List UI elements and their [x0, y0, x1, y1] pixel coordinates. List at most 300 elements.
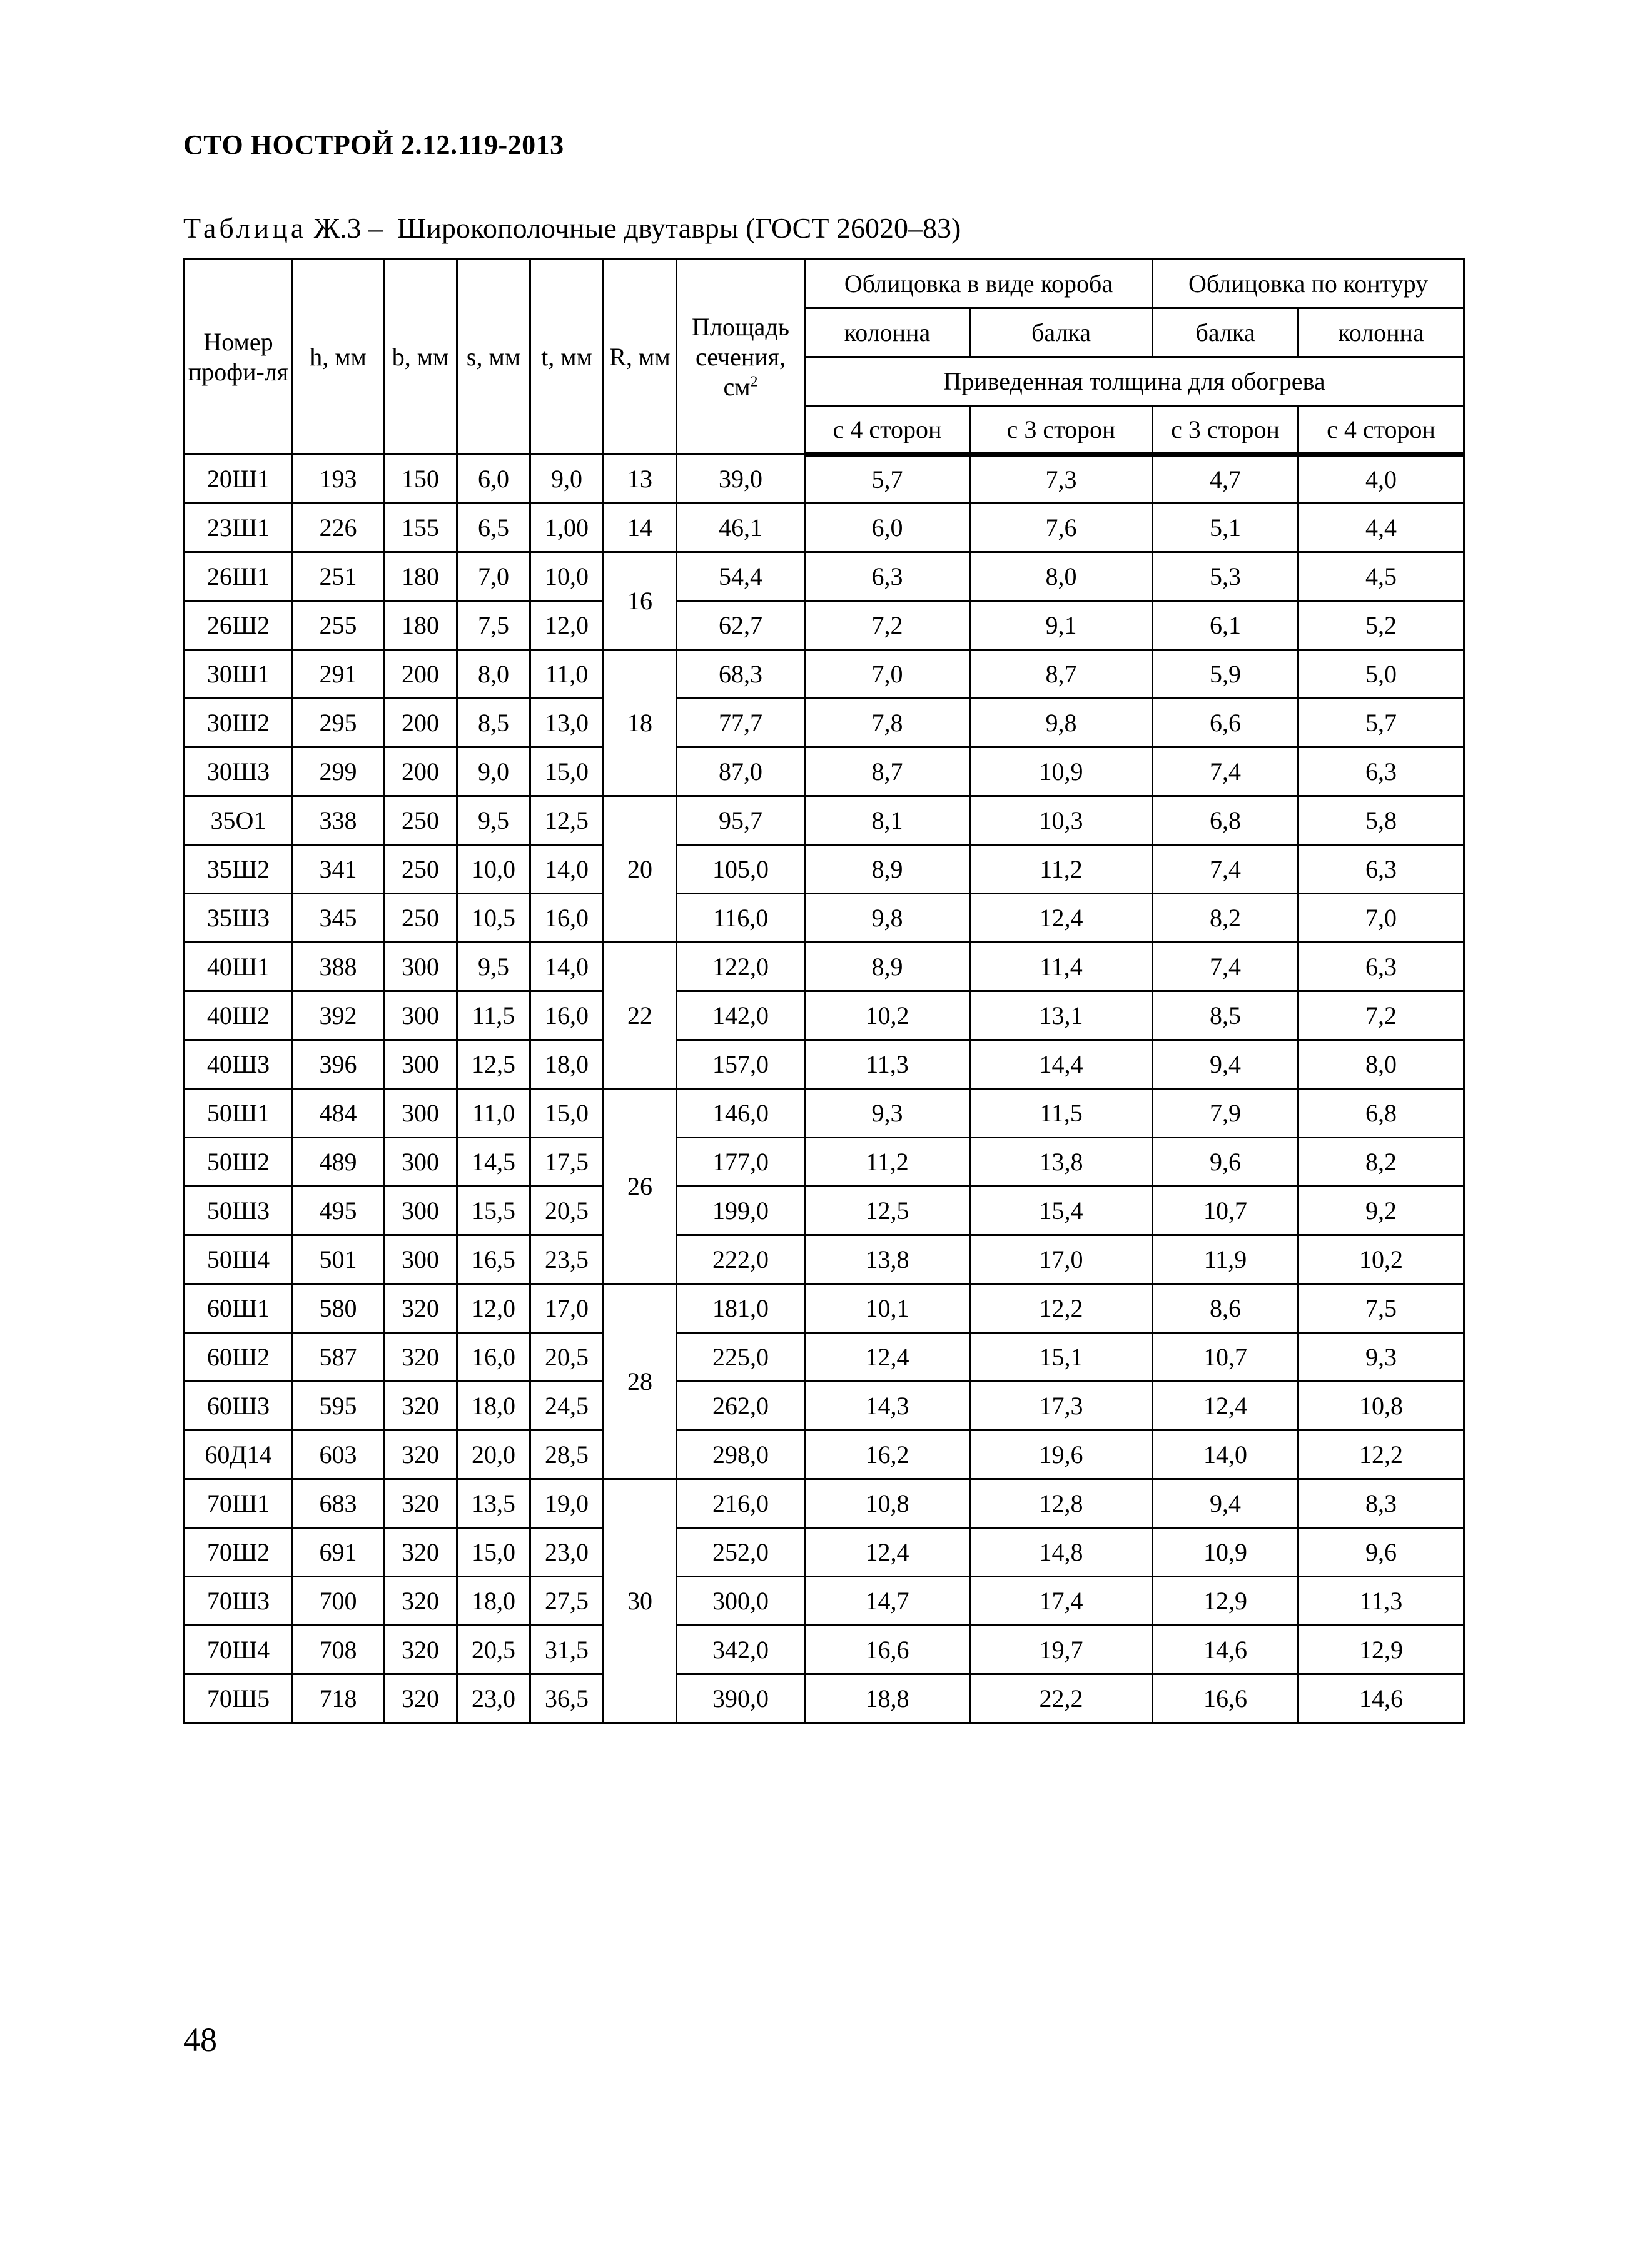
cell-c2: 7,6: [970, 504, 1153, 552]
cell-t: 11,0: [530, 650, 604, 699]
cell-s: 9,5: [457, 943, 530, 991]
cell-c2: 11,4: [970, 943, 1153, 991]
cell-s: 12,0: [457, 1284, 530, 1333]
cell-area: 95,7: [677, 796, 805, 845]
table-row: [185, 1577, 1464, 1626]
header-beam-2: балка: [1153, 308, 1298, 357]
cell-s: 6,5: [457, 504, 530, 552]
cell-t: 14,0: [530, 943, 604, 991]
cell-b: 180: [384, 601, 457, 650]
profiles-table: [183, 258, 1465, 1724]
cell-c1: 10,1: [805, 1284, 970, 1333]
cell-h: 193: [293, 455, 384, 504]
cell-h: 708: [293, 1626, 384, 1674]
cell-s: 11,0: [457, 1089, 530, 1138]
cell-b: 320: [384, 1382, 457, 1430]
cell-b: 180: [384, 552, 457, 601]
cell-h: 595: [293, 1382, 384, 1430]
cell-c1: 14,3: [805, 1382, 970, 1430]
cell-c4: 12,9: [1298, 1626, 1464, 1674]
table-row: [185, 894, 1464, 943]
cell-s: 13,5: [457, 1479, 530, 1528]
table-row: [185, 1528, 1464, 1577]
cell-c2: 11,2: [970, 845, 1153, 894]
cell-c2: 10,3: [970, 796, 1153, 845]
table-row: [185, 601, 1464, 650]
cell-c2: 11,5: [970, 1089, 1153, 1138]
cell-profile: 50Ш4: [185, 1235, 293, 1284]
cell-h: 251: [293, 552, 384, 601]
cell-s: 16,5: [457, 1235, 530, 1284]
table-row: [185, 1187, 1464, 1235]
cell-t: 20,5: [530, 1333, 604, 1382]
cell-t: 20,5: [530, 1187, 604, 1235]
cell-c3: 11,9: [1153, 1235, 1298, 1284]
cell-b: 250: [384, 796, 457, 845]
cell-t: 14,0: [530, 845, 604, 894]
cell-c3: 14,6: [1153, 1626, 1298, 1674]
cell-s: 20,0: [457, 1430, 530, 1479]
cell-t: 16,0: [530, 894, 604, 943]
header-group-box: Облицовка в виде короба: [805, 260, 1153, 308]
cell-c2: 13,8: [970, 1138, 1153, 1187]
cell-t: 12,5: [530, 796, 604, 845]
cell-c4: 5,2: [1298, 601, 1464, 650]
cell-t: 36,5: [530, 1674, 604, 1723]
cell-c3: 12,4: [1153, 1382, 1298, 1430]
cell-h: 255: [293, 601, 384, 650]
cell-c1: 8,9: [805, 845, 970, 894]
cell-h: 718: [293, 1674, 384, 1723]
cell-s: 16,0: [457, 1333, 530, 1382]
cell-b: 320: [384, 1674, 457, 1723]
table-row: [185, 1333, 1464, 1382]
cell-b: 300: [384, 991, 457, 1040]
cell-b: 300: [384, 1138, 457, 1187]
cell-c3: 4,7: [1153, 455, 1298, 504]
cell-r: 20: [604, 796, 677, 943]
cell-t: 9,0: [530, 455, 604, 504]
cell-h: 484: [293, 1089, 384, 1138]
cell-area: 298,0: [677, 1430, 805, 1479]
cell-c3: 7,4: [1153, 845, 1298, 894]
cell-c1: 16,2: [805, 1430, 970, 1479]
cell-b: 300: [384, 1040, 457, 1089]
cell-b: 155: [384, 504, 457, 552]
cell-h: 392: [293, 991, 384, 1040]
cell-h: 338: [293, 796, 384, 845]
cell-area: 54,4: [677, 552, 805, 601]
cell-profile: 60Д14: [185, 1430, 293, 1479]
cell-area: 77,7: [677, 699, 805, 747]
cell-c2: 17,4: [970, 1577, 1153, 1626]
cell-profile: 23Ш1: [185, 504, 293, 552]
cell-c3: 9,6: [1153, 1138, 1298, 1187]
cell-area: 62,7: [677, 601, 805, 650]
cell-t: 1,00: [530, 504, 604, 552]
cell-h: 683: [293, 1479, 384, 1528]
header-h: h, мм: [293, 260, 384, 455]
cell-c1: 6,0: [805, 504, 970, 552]
table-row: [185, 796, 1464, 845]
cell-c2: 10,9: [970, 747, 1153, 796]
cell-c4: 4,0: [1298, 455, 1464, 504]
table-row: [185, 747, 1464, 796]
header-group-contour: Облицовка по контуру: [1153, 260, 1464, 308]
cell-c4: 11,3: [1298, 1577, 1464, 1626]
cell-r: 18: [604, 650, 677, 796]
cell-b: 300: [384, 1235, 457, 1284]
cell-c4: 4,5: [1298, 552, 1464, 601]
cell-c3: 8,5: [1153, 991, 1298, 1040]
cell-b: 320: [384, 1577, 457, 1626]
cell-c3: 7,9: [1153, 1089, 1298, 1138]
table-row: [185, 699, 1464, 747]
cell-b: 200: [384, 650, 457, 699]
cell-h: 345: [293, 894, 384, 943]
cell-r: 26: [604, 1089, 677, 1284]
cell-c1: 12,4: [805, 1528, 970, 1577]
caption-number: Ж.3 –: [313, 212, 383, 244]
cell-profile: 40Ш2: [185, 991, 293, 1040]
cell-t: 12,0: [530, 601, 604, 650]
cell-c3: 9,4: [1153, 1040, 1298, 1089]
cell-s: 20,5: [457, 1626, 530, 1674]
cell-c2: 19,7: [970, 1626, 1153, 1674]
cell-area: 181,0: [677, 1284, 805, 1333]
table-row: [185, 455, 1464, 504]
cell-area: 199,0: [677, 1187, 805, 1235]
cell-c2: 17,0: [970, 1235, 1153, 1284]
cell-h: 495: [293, 1187, 384, 1235]
cell-r: 30: [604, 1479, 677, 1723]
cell-c1: 11,2: [805, 1138, 970, 1187]
cell-c4: 12,2: [1298, 1430, 1464, 1479]
cell-t: 24,5: [530, 1382, 604, 1430]
cell-c1: 7,8: [805, 699, 970, 747]
cell-c4: 9,3: [1298, 1333, 1464, 1382]
cell-c4: 10,8: [1298, 1382, 1464, 1430]
cell-s: 6,0: [457, 455, 530, 504]
cell-c3: 12,9: [1153, 1577, 1298, 1626]
cell-b: 200: [384, 699, 457, 747]
cell-profile: 70Ш4: [185, 1626, 293, 1674]
cell-c4: 5,7: [1298, 699, 1464, 747]
cell-c1: 8,1: [805, 796, 970, 845]
cell-t: 19,0: [530, 1479, 604, 1528]
header-s: s, мм: [457, 260, 530, 455]
cell-b: 320: [384, 1479, 457, 1528]
cell-t: 17,0: [530, 1284, 604, 1333]
cell-c3: 9,4: [1153, 1479, 1298, 1528]
cell-h: 388: [293, 943, 384, 991]
header-reduced-thickness: Приведенная толщина для обогрева: [805, 357, 1464, 406]
cell-c1: 7,0: [805, 650, 970, 699]
cell-c3: 5,9: [1153, 650, 1298, 699]
cell-h: 291: [293, 650, 384, 699]
cell-profile: 50Ш2: [185, 1138, 293, 1187]
cell-c2: 14,4: [970, 1040, 1153, 1089]
table-row: [185, 504, 1464, 552]
cell-c3: 5,3: [1153, 552, 1298, 601]
cell-c4: 5,8: [1298, 796, 1464, 845]
header-area-text: Площадь сечения, см: [692, 312, 789, 401]
caption-label: Таблица: [183, 212, 307, 244]
cell-t: 15,0: [530, 1089, 604, 1138]
cell-b: 150: [384, 455, 457, 504]
table-caption: [183, 211, 961, 245]
cell-c2: 17,3: [970, 1382, 1153, 1430]
cell-s: 23,0: [457, 1674, 530, 1723]
cell-profile: 60Ш3: [185, 1382, 293, 1430]
cell-c1: 10,2: [805, 991, 970, 1040]
table-row: [185, 1089, 1464, 1138]
cell-profile: 30Ш2: [185, 699, 293, 747]
cell-t: 13,0: [530, 699, 604, 747]
cell-c2: 15,4: [970, 1187, 1153, 1235]
cell-b: 250: [384, 894, 457, 943]
cell-c3: 14,0: [1153, 1430, 1298, 1479]
cell-area: 177,0: [677, 1138, 805, 1187]
cell-c1: 14,7: [805, 1577, 970, 1626]
cell-c4: 14,6: [1298, 1674, 1464, 1723]
cell-c2: 12,2: [970, 1284, 1153, 1333]
cell-c4: 6,3: [1298, 845, 1464, 894]
cell-c2: 9,8: [970, 699, 1153, 747]
cell-t: 27,5: [530, 1577, 604, 1626]
table-row: [185, 1235, 1464, 1284]
cell-profile: 70Ш1: [185, 1479, 293, 1528]
header-t: t, мм: [530, 260, 604, 455]
cell-c3: 8,6: [1153, 1284, 1298, 1333]
cell-b: 250: [384, 845, 457, 894]
cell-s: 12,5: [457, 1040, 530, 1089]
cell-r: 14: [604, 504, 677, 552]
cell-area: 252,0: [677, 1528, 805, 1577]
cell-c2: 7,3: [970, 455, 1153, 504]
table-row: [185, 1040, 1464, 1089]
cell-profile: 30Ш1: [185, 650, 293, 699]
cell-c1: 9,8: [805, 894, 970, 943]
cell-area: 222,0: [677, 1235, 805, 1284]
header-r: R, мм: [604, 260, 677, 455]
cell-b: 320: [384, 1626, 457, 1674]
cell-c3: 6,6: [1153, 699, 1298, 747]
cell-h: 700: [293, 1577, 384, 1626]
cell-c1: 8,9: [805, 943, 970, 991]
cell-s: 10,0: [457, 845, 530, 894]
cell-profile: 60Ш2: [185, 1333, 293, 1382]
cell-h: 396: [293, 1040, 384, 1089]
cell-s: 18,0: [457, 1382, 530, 1430]
cell-profile: 26Ш2: [185, 601, 293, 650]
cell-profile: 35Ш3: [185, 894, 293, 943]
cell-t: 16,0: [530, 991, 604, 1040]
cell-c4: 9,2: [1298, 1187, 1464, 1235]
cell-area: 142,0: [677, 991, 805, 1040]
header-b: b, мм: [384, 260, 457, 455]
cell-h: 501: [293, 1235, 384, 1284]
cell-c1: 8,7: [805, 747, 970, 796]
cell-area: 390,0: [677, 1674, 805, 1723]
cell-t: 31,5: [530, 1626, 604, 1674]
cell-c4: 7,5: [1298, 1284, 1464, 1333]
cell-profile: 20Ш1: [185, 455, 293, 504]
cell-c1: 16,6: [805, 1626, 970, 1674]
cell-c3: 10,7: [1153, 1187, 1298, 1235]
cell-c1: 10,8: [805, 1479, 970, 1528]
cell-h: 295: [293, 699, 384, 747]
cell-area: 157,0: [677, 1040, 805, 1089]
cell-s: 9,5: [457, 796, 530, 845]
cell-h: 587: [293, 1333, 384, 1382]
cell-c4: 7,0: [1298, 894, 1464, 943]
cell-h: 299: [293, 747, 384, 796]
table-row: [185, 552, 1464, 601]
cell-c2: 15,1: [970, 1333, 1153, 1382]
cell-area: 116,0: [677, 894, 805, 943]
table-row: [185, 1479, 1464, 1528]
cell-c1: 5,7: [805, 455, 970, 504]
cell-c1: 12,4: [805, 1333, 970, 1382]
cell-t: 28,5: [530, 1430, 604, 1479]
cell-c4: 6,3: [1298, 943, 1464, 991]
page-number: 48: [183, 2021, 217, 2058]
cell-c2: 8,0: [970, 552, 1153, 601]
cell-t: 18,0: [530, 1040, 604, 1089]
header-area-sup: 2: [750, 373, 758, 390]
cell-c3: 7,4: [1153, 943, 1298, 991]
cell-c3: 10,7: [1153, 1333, 1298, 1382]
cell-profile: 50Ш1: [185, 1089, 293, 1138]
cell-profile: 35Ш2: [185, 845, 293, 894]
cell-c4: 8,3: [1298, 1479, 1464, 1528]
cell-area: 105,0: [677, 845, 805, 894]
table-row: [185, 943, 1464, 991]
cell-b: 320: [384, 1528, 457, 1577]
cell-s: 8,5: [457, 699, 530, 747]
header-profile: Номер профи-ля: [185, 260, 293, 455]
cell-c2: 13,1: [970, 991, 1153, 1040]
cell-h: 603: [293, 1430, 384, 1479]
header-three-sides-2: с 3 сторон: [1153, 406, 1298, 455]
header-area: [677, 260, 805, 455]
cell-profile: 50Ш3: [185, 1187, 293, 1235]
cell-s: 10,5: [457, 894, 530, 943]
cell-c2: 19,6: [970, 1430, 1153, 1479]
cell-area: 216,0: [677, 1479, 805, 1528]
cell-s: 9,0: [457, 747, 530, 796]
cell-h: 691: [293, 1528, 384, 1577]
header-four-sides: с 4 сторон: [805, 406, 970, 455]
table-row: [185, 845, 1464, 894]
cell-c4: 7,2: [1298, 991, 1464, 1040]
table-row: [185, 1382, 1464, 1430]
cell-c1: 18,8: [805, 1674, 970, 1723]
cell-r: 28: [604, 1284, 677, 1479]
cell-c2: 14,8: [970, 1528, 1153, 1577]
cell-r: 13: [604, 455, 677, 504]
cell-profile: 26Ш1: [185, 552, 293, 601]
cell-area: 122,0: [677, 943, 805, 991]
cell-h: 580: [293, 1284, 384, 1333]
cell-s: 15,5: [457, 1187, 530, 1235]
cell-c3: 16,6: [1153, 1674, 1298, 1723]
cell-c1: 9,3: [805, 1089, 970, 1138]
cell-s: 14,5: [457, 1138, 530, 1187]
cell-h: 489: [293, 1138, 384, 1187]
cell-profile: 70Ш2: [185, 1528, 293, 1577]
cell-t: 15,0: [530, 747, 604, 796]
cell-t: 23,5: [530, 1235, 604, 1284]
cell-c1: 12,5: [805, 1187, 970, 1235]
cell-t: 23,0: [530, 1528, 604, 1577]
cell-c4: 8,0: [1298, 1040, 1464, 1089]
cell-c4: 10,2: [1298, 1235, 1464, 1284]
header-beam: балка: [970, 308, 1153, 357]
cell-r: 22: [604, 943, 677, 1089]
cell-c1: 7,2: [805, 601, 970, 650]
cell-c4: 5,0: [1298, 650, 1464, 699]
cell-profile: 70Ш3: [185, 1577, 293, 1626]
table-row: [185, 1626, 1464, 1674]
cell-profile: 40Ш3: [185, 1040, 293, 1089]
cell-s: 18,0: [457, 1577, 530, 1626]
header-column-2: колонна: [1298, 308, 1464, 357]
cell-area: 39,0: [677, 455, 805, 504]
table-row: [185, 650, 1464, 699]
cell-c1: 6,3: [805, 552, 970, 601]
cell-c2: 9,1: [970, 601, 1153, 650]
cell-b: 320: [384, 1333, 457, 1382]
header-four-sides-2: с 4 сторон: [1298, 406, 1464, 455]
cell-area: 46,1: [677, 504, 805, 552]
cell-c3: 7,4: [1153, 747, 1298, 796]
cell-c2: 12,4: [970, 894, 1153, 943]
cell-area: 225,0: [677, 1333, 805, 1382]
cell-c4: 6,3: [1298, 747, 1464, 796]
cell-area: 262,0: [677, 1382, 805, 1430]
cell-c2: 12,8: [970, 1479, 1153, 1528]
cell-area: 146,0: [677, 1089, 805, 1138]
caption-title: Широкополочные двутавры (ГОСТ 26020–83): [397, 212, 961, 244]
cell-area: 87,0: [677, 747, 805, 796]
cell-c4: 4,4: [1298, 504, 1464, 552]
cell-profile: 40Ш1: [185, 943, 293, 991]
cell-h: 341: [293, 845, 384, 894]
cell-c3: 10,9: [1153, 1528, 1298, 1577]
cell-c3: 6,1: [1153, 601, 1298, 650]
cell-s: 15,0: [457, 1528, 530, 1577]
cell-profile: 30Ш3: [185, 747, 293, 796]
cell-b: 300: [384, 1089, 457, 1138]
cell-c3: 6,8: [1153, 796, 1298, 845]
cell-c4: 9,6: [1298, 1528, 1464, 1577]
cell-c4: 8,2: [1298, 1138, 1464, 1187]
cell-b: 200: [384, 747, 457, 796]
cell-b: 320: [384, 1284, 457, 1333]
cell-c2: 22,2: [970, 1674, 1153, 1723]
cell-s: 7,0: [457, 552, 530, 601]
cell-s: 7,5: [457, 601, 530, 650]
cell-area: 300,0: [677, 1577, 805, 1626]
table-body: [185, 455, 1464, 1723]
cell-b: 300: [384, 943, 457, 991]
table-row: [185, 1430, 1464, 1479]
cell-b: 300: [384, 1187, 457, 1235]
cell-s: 8,0: [457, 650, 530, 699]
table-row: [185, 1674, 1464, 1723]
